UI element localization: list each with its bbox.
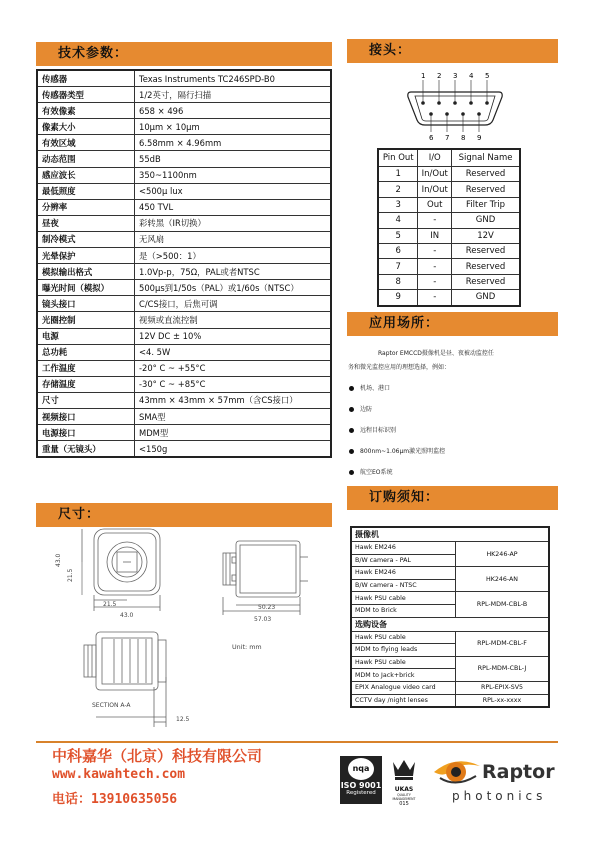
spec-row <box>37 376 331 392</box>
ordering-item-row <box>351 592 549 605</box>
spec-row <box>37 264 331 280</box>
raptor-eye-logo <box>432 756 482 786</box>
spec-row <box>37 441 331 458</box>
spec-value: 500μs到1/50s（PAL）或1/60s（NTSC） <box>135 280 332 296</box>
ordering-item-row <box>351 656 549 669</box>
application-bullet: 边防 <box>349 404 372 413</box>
spec-row <box>37 87 331 103</box>
pin-number-label: 9 <box>477 134 482 142</box>
spec-label: 存储温度 <box>37 376 135 392</box>
applications-intro-2: 务和微光监控应用的理想选择，例如： <box>348 364 451 371</box>
dim-body-length-label: 50.23 <box>258 604 276 611</box>
applications-intro-1: Raptor EMCCD摄像机是昼、夜被动监控任 <box>378 350 494 357</box>
ordering-header: 订购须知： <box>347 486 558 510</box>
spec-row <box>37 248 331 264</box>
spec-label: 总功耗 <box>37 344 135 360</box>
pin-number-label: 6 <box>429 134 434 142</box>
spec-row <box>37 103 331 119</box>
ordering-item-code: RPL-MDM-CBL-B <box>456 592 550 617</box>
spec-label: 镜头接口 <box>37 296 135 312</box>
ordering-item-row <box>351 681 549 694</box>
spec-row <box>37 296 331 312</box>
pinout-header-cell: I/O <box>418 149 452 167</box>
spec-value: 6.58mm × 4.96mm <box>135 135 332 151</box>
spec-label: 有效像素 <box>37 103 135 119</box>
spec-row <box>37 328 331 344</box>
spec-label: 传感器类型 <box>37 87 135 103</box>
spec-label: 昼夜 <box>37 215 135 231</box>
spec-label: 传感器 <box>37 70 135 87</box>
ordering-item-desc: CCTV day /night lenses <box>351 694 456 707</box>
pin-dot <box>485 101 489 105</box>
spec-value: SMA型 <box>135 408 332 424</box>
spec-label: 视频接口 <box>37 408 135 424</box>
phone: 电话：13910635056 <box>52 792 178 807</box>
ordering-item-desc: Hawk PSU cable <box>351 656 456 669</box>
spec-value: <150g <box>135 441 332 458</box>
pinout-cell: - <box>418 213 452 228</box>
dim-height-label: 43.0 <box>55 553 62 567</box>
dim-total-length-label: 57.03 <box>254 616 272 623</box>
application-bullet: 航空EO系统 <box>349 467 393 476</box>
ordering-item-row <box>351 567 549 580</box>
ordering-item-code: HK246-AP <box>456 542 550 567</box>
pinout-cell: In/Out <box>418 167 452 182</box>
pinout-cell: Reserved <box>452 167 520 182</box>
pinout-table <box>377 148 521 307</box>
unit-label: Unit: mm <box>232 643 262 651</box>
ordering-item-row <box>351 694 549 707</box>
crown-icon <box>390 756 418 782</box>
pinout-cell: Filter Trip <box>452 197 520 212</box>
footer-divider <box>36 741 558 743</box>
spec-label: 光晕保护 <box>37 248 135 264</box>
spec-row <box>37 360 331 376</box>
spec-row <box>37 167 331 183</box>
spec-label: 模拟输出格式 <box>37 264 135 280</box>
ordering-item-code: RPL-MDM-CBL-F <box>456 631 550 656</box>
spec-value: 彩转黑（IR切换） <box>135 215 332 231</box>
spec-row <box>37 280 331 296</box>
pinout-row <box>378 274 520 289</box>
spec-value: 12V DC ± 10% <box>135 328 332 344</box>
pin-number-label: 7 <box>445 134 450 142</box>
spec-value: 350~1100nm <box>135 167 332 183</box>
spec-value: 1.0Vp-p，75Ω，PAL或者NTSC <box>135 264 332 280</box>
spec-label: 电源 <box>37 328 135 344</box>
spec-label: 电源接口 <box>37 425 135 441</box>
spec-label: 光圈控制 <box>37 312 135 328</box>
company-name: 中科嘉华（北京）科技有限公司 <box>52 747 263 765</box>
applications-header: 应用场所： <box>347 312 558 336</box>
pinout-cell: 5 <box>378 228 418 243</box>
pin-number-label: 2 <box>437 72 442 80</box>
pin-dot <box>437 101 441 105</box>
specs-header: 技术参数： <box>36 42 332 66</box>
pinout-row <box>378 167 520 182</box>
spec-label: 分辨率 <box>37 199 135 215</box>
pinout-cell: 7 <box>378 259 418 274</box>
spec-row <box>37 70 331 87</box>
ordering-item-row <box>351 542 549 555</box>
pinout-header-row <box>378 149 520 167</box>
connector-header: 接头： <box>347 39 558 63</box>
application-bullet: 机场、港口 <box>349 383 390 392</box>
dim-section-offset-label: 12.5 <box>176 716 190 723</box>
spec-value: 55dB <box>135 151 332 167</box>
pinout-cell: 6 <box>378 243 418 258</box>
brand-name: Raptor <box>482 761 555 783</box>
spec-value: C/CS接口，后焦可调 <box>135 296 332 312</box>
spec-row <box>37 344 331 360</box>
ordering-section-row <box>351 527 549 542</box>
pinout-row <box>378 228 520 243</box>
pinout-row <box>378 182 520 197</box>
application-bullet: 800nm~1.06μm激光照明监控 <box>349 446 445 455</box>
spec-label: 动态范围 <box>37 151 135 167</box>
ordering-section-title: 选购设备 <box>351 617 549 631</box>
ordering-item-code: RPL-MDM-CBL-J <box>456 656 550 681</box>
pinout-row <box>378 259 520 274</box>
spec-row <box>37 215 331 231</box>
website: www.kawahtech.com <box>52 767 186 782</box>
ordering-item-code: RPL-EPIX-SV5 <box>456 681 550 694</box>
spec-value: <500μ lux <box>135 183 332 199</box>
pin-number-label: 1 <box>421 72 426 80</box>
ordering-item-desc: Hawk EM246 <box>351 567 456 580</box>
application-bullet: 远程目标识别 <box>349 425 396 434</box>
spec-row <box>37 392 331 408</box>
spec-value: -30° C ~ +85°C <box>135 376 332 392</box>
ordering-item-desc: Hawk EM246 <box>351 542 456 555</box>
section-label: SECTION A-A <box>92 702 131 709</box>
spec-value: Texas Instruments TC246SPD-B0 <box>135 70 332 87</box>
spec-value: 43mm × 43mm × 57mm（含CS接口） <box>135 392 332 408</box>
spec-label: 制冷模式 <box>37 231 135 247</box>
spec-value: -20° C ~ +55°C <box>135 360 332 376</box>
pinout-row <box>378 243 520 258</box>
pin-number-label: 5 <box>485 72 490 80</box>
pinout-header-cell: Pin Out <box>378 149 418 167</box>
pinout-cell: GND <box>452 290 520 306</box>
pinout-cell: - <box>418 290 452 306</box>
spec-table <box>36 69 332 458</box>
spec-row <box>37 183 331 199</box>
pinout-cell: 9 <box>378 290 418 306</box>
ordering-item-desc: MDM to flying leads <box>351 644 456 657</box>
pinout-cell: Out <box>418 197 452 212</box>
pinout-cell: Reserved <box>452 274 520 289</box>
spec-row <box>37 231 331 247</box>
spec-label: 工作温度 <box>37 360 135 376</box>
spec-label: 有效区域 <box>37 135 135 151</box>
spec-row <box>37 151 331 167</box>
ordering-item-desc: Hawk PSU cable <box>351 631 456 644</box>
pinout-cell: Reserved <box>452 243 520 258</box>
ordering-item-row <box>351 631 549 644</box>
nqa-iso-logo: nqa ISO 9001 Registered <box>340 756 382 804</box>
ordering-item-desc: Hawk PSU cable <box>351 592 456 605</box>
spec-label: 像素大小 <box>37 119 135 135</box>
pinout-cell: - <box>418 274 452 289</box>
ordering-item-desc: EPIX Analogue video card <box>351 681 456 694</box>
spec-value: 658 × 496 <box>135 103 332 119</box>
spec-row <box>37 135 331 151</box>
pinout-cell: 2 <box>378 182 418 197</box>
ordering-item-desc: MDM to Jack+brick <box>351 669 456 682</box>
spec-label: 曝光时间（模拟） <box>37 280 135 296</box>
pinout-row <box>378 290 520 306</box>
brand-subtitle: photonics <box>452 789 547 803</box>
dimensions-header: 尺寸： <box>36 503 332 527</box>
spec-value: <4. 5W <box>135 344 332 360</box>
ordering-table <box>350 526 550 708</box>
pin-dot <box>421 101 425 105</box>
ordering-section-row <box>351 617 549 631</box>
spec-row <box>37 408 331 424</box>
pinout-cell: 4 <box>378 213 418 228</box>
dimension-drawing <box>36 527 336 742</box>
pinout-cell: 1 <box>378 167 418 182</box>
spec-value: 是（>500：1） <box>135 248 332 264</box>
dim-half-height-label: 21.5 <box>67 568 74 582</box>
pin-dot <box>469 101 473 105</box>
ordering-item-desc: B/W camera - PAL <box>351 554 456 567</box>
spec-row <box>37 425 331 441</box>
spec-value: 视频或直流控制 <box>135 312 332 328</box>
ordering-section-title: 摄像机 <box>351 527 549 542</box>
spec-value: MDM型 <box>135 425 332 441</box>
db9-connector-diagram <box>405 70 505 142</box>
pin-number-label: 3 <box>453 72 458 80</box>
spec-label: 重量（无镜头） <box>37 441 135 458</box>
spec-value: 10μm × 10μm <box>135 119 332 135</box>
pinout-cell: IN <box>418 228 452 243</box>
pinout-cell: Reserved <box>452 182 520 197</box>
spec-row <box>37 312 331 328</box>
ordering-item-desc: B/W camera - NTSC <box>351 579 456 592</box>
ordering-item-code: HK246-AN <box>456 567 550 592</box>
pin-number-label: 8 <box>461 134 466 142</box>
ukas-logo: UKAS QUALITY MANAGEMENT 015 <box>386 756 422 804</box>
pinout-cell: In/Out <box>418 182 452 197</box>
dim-width-label: 43.0 <box>120 612 134 619</box>
pin-number-label: 4 <box>469 72 474 80</box>
ordering-item-code: RPL-xx-xxxx <box>456 694 550 707</box>
spec-label: 尺寸 <box>37 392 135 408</box>
spec-value: 无风扇 <box>135 231 332 247</box>
pinout-header-cell: Signal Name <box>452 149 520 167</box>
spec-row <box>37 199 331 215</box>
pinout-cell: 8 <box>378 274 418 289</box>
pinout-cell: GND <box>452 213 520 228</box>
spec-value: 450 TVL <box>135 199 332 215</box>
dim-half-width-label: 21.5 <box>103 601 117 608</box>
pinout-cell: 12V <box>452 228 520 243</box>
pinout-cell: Reserved <box>452 259 520 274</box>
spec-label: 最低照度 <box>37 183 135 199</box>
pinout-row <box>378 197 520 212</box>
pinout-cell: - <box>418 243 452 258</box>
pin-dot <box>453 101 457 105</box>
spec-row <box>37 119 331 135</box>
spec-value: 1/2英寸，隔行扫描 <box>135 87 332 103</box>
pinout-cell: - <box>418 259 452 274</box>
pinout-row <box>378 213 520 228</box>
ordering-item-desc: MDM to Brick <box>351 604 456 617</box>
pinout-cell: 3 <box>378 197 418 212</box>
spec-label: 感应波长 <box>37 167 135 183</box>
